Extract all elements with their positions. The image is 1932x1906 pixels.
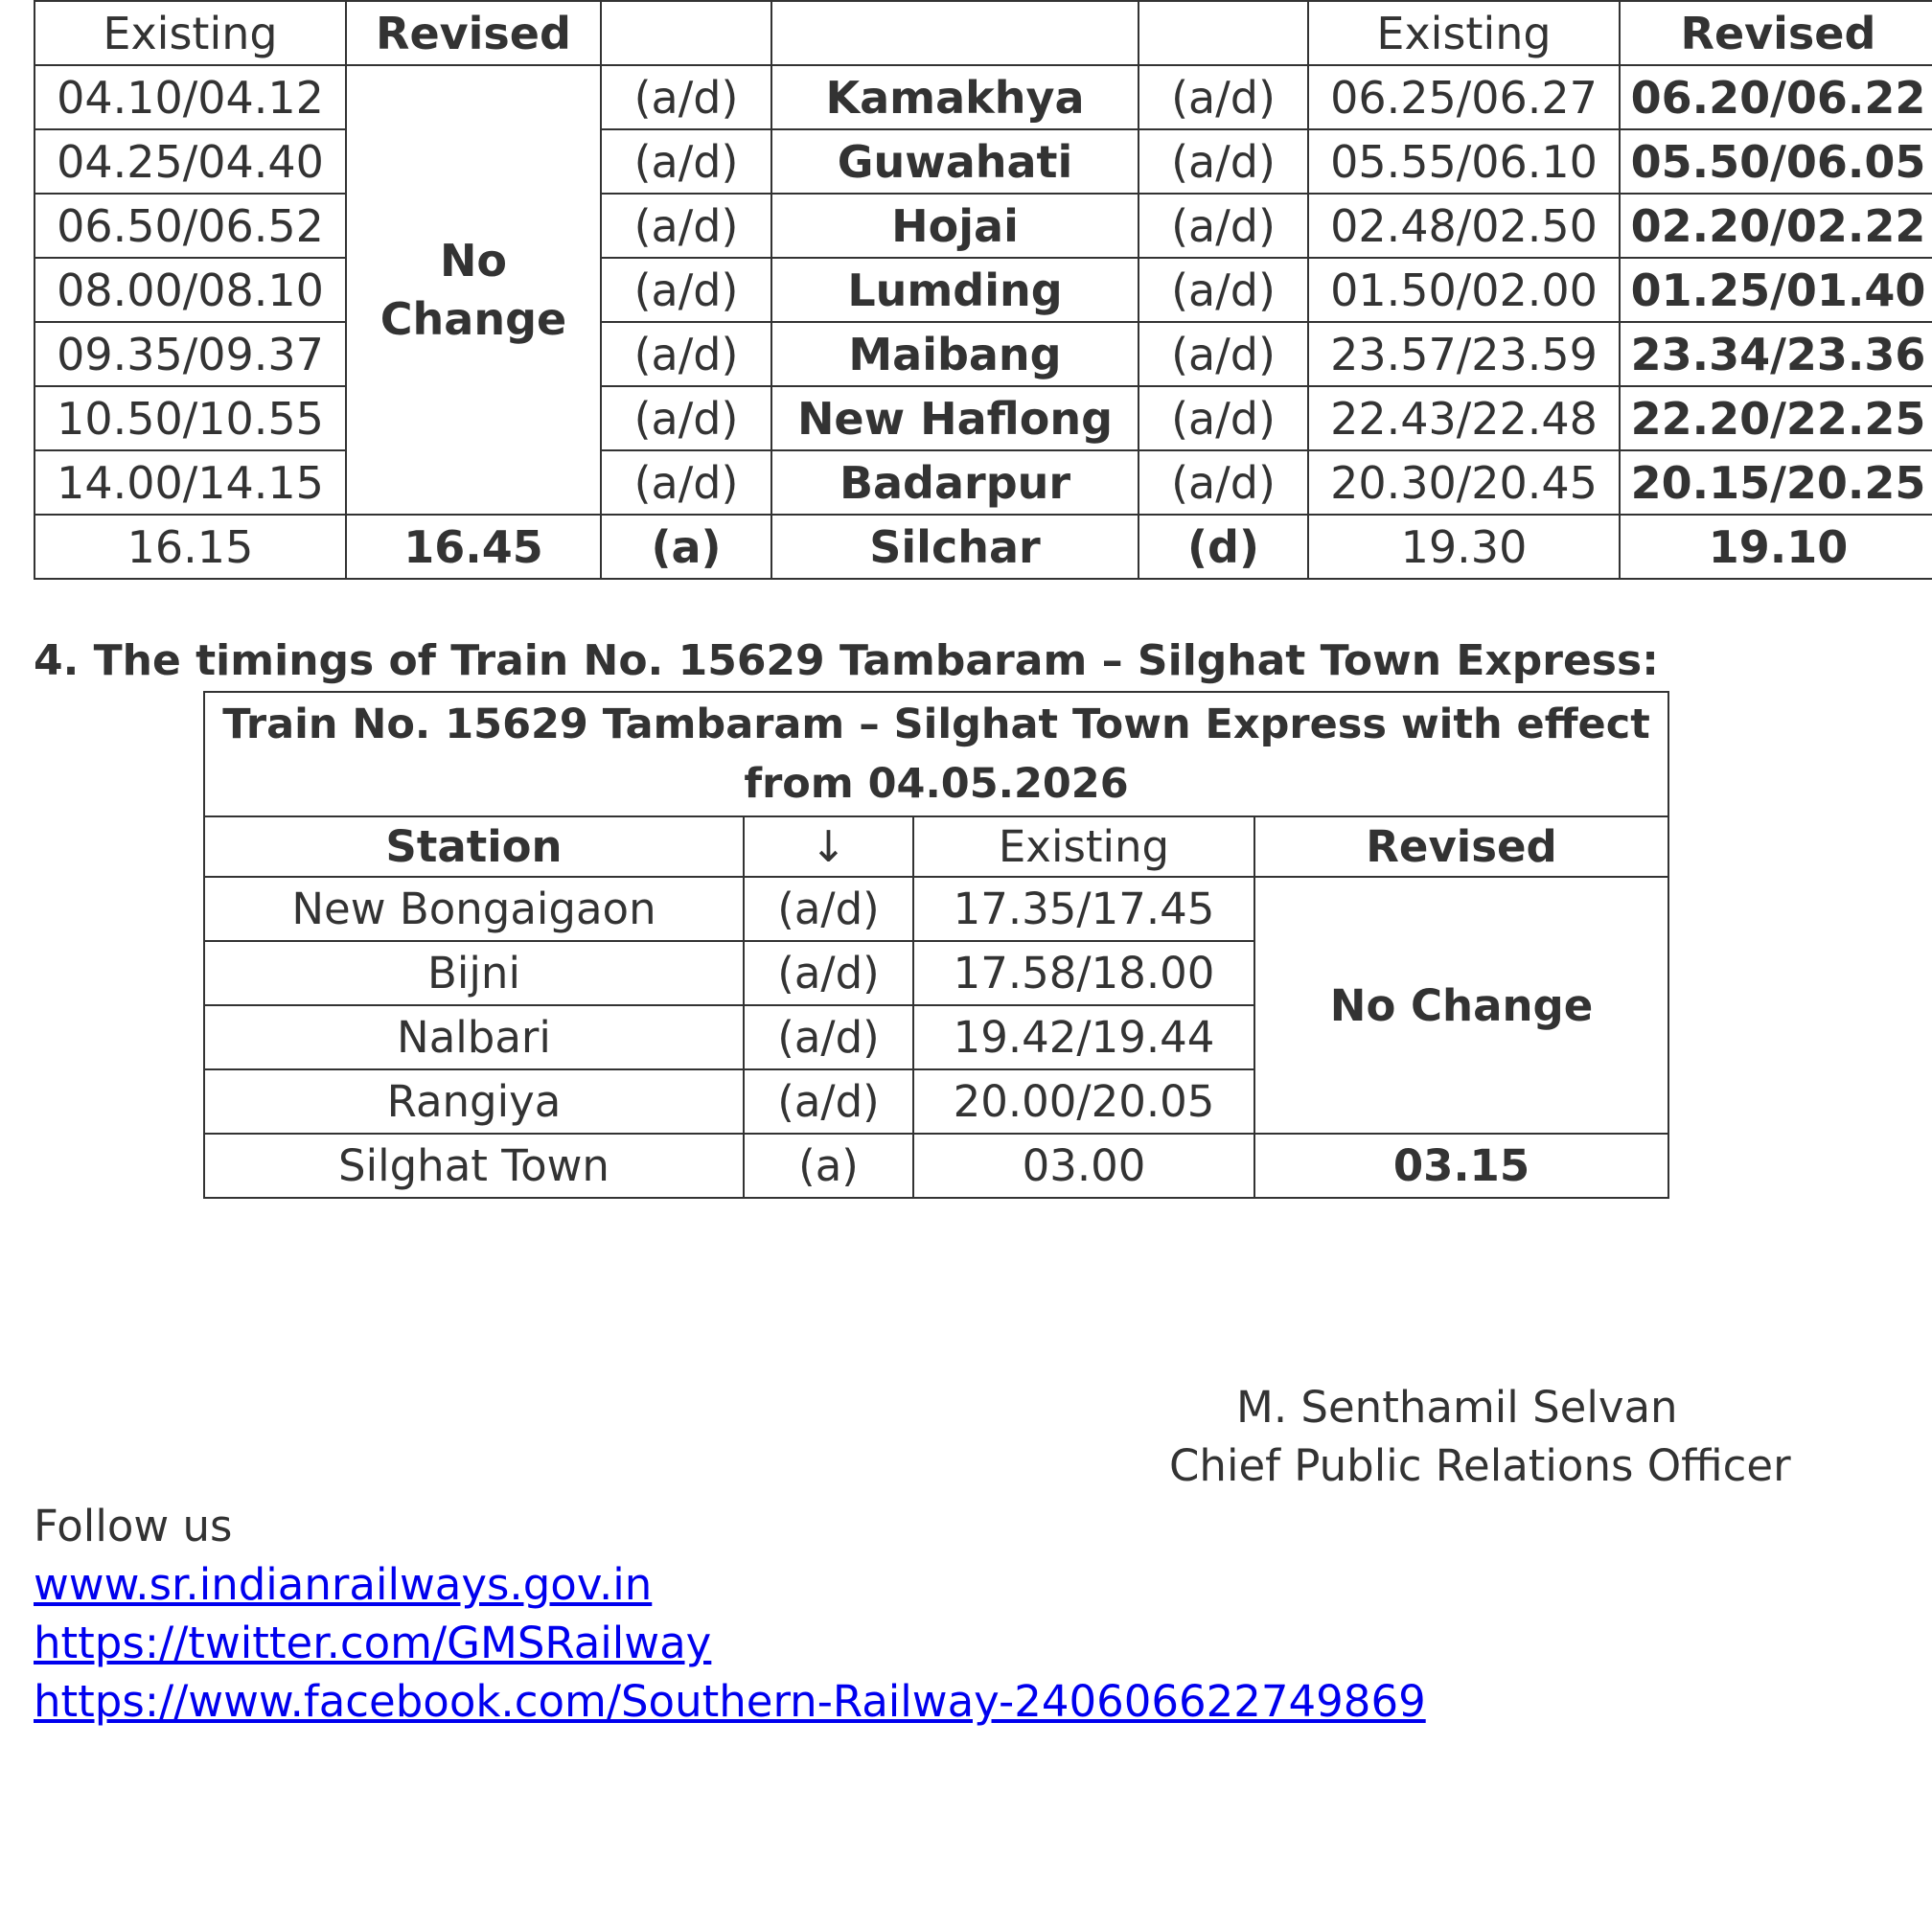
code-right: (a/d) bbox=[1138, 194, 1308, 258]
station: New Haflong bbox=[771, 386, 1138, 450]
code-left: (a/d) bbox=[601, 450, 771, 515]
table-header-row bbox=[34, 1, 1932, 65]
section-heading: 4. The timings of Train No. 15629 Tambaram – Silghat Town Express: bbox=[34, 636, 1659, 685]
header-revised: Revised bbox=[1254, 816, 1668, 877]
header-existing: Existing bbox=[913, 816, 1254, 877]
revised-right: 05.50/06.05 bbox=[1620, 129, 1932, 194]
existing-right: 01.50/02.00 bbox=[1308, 258, 1620, 322]
table-row bbox=[34, 194, 1932, 258]
website-link[interactable]: www.sr.indianrailways.gov.in bbox=[34, 1559, 653, 1610]
table-row bbox=[34, 386, 1932, 450]
table-row bbox=[204, 877, 1668, 941]
no-change-line-2: Change bbox=[380, 292, 567, 345]
existing: 17.35/17.45 bbox=[913, 877, 1254, 941]
existing-right: 06.25/06.27 bbox=[1308, 65, 1620, 129]
facebook-link[interactable]: https://www.facebook.com/Southern-Railway-240606622749869 bbox=[34, 1676, 1426, 1727]
existing-right: 23.57/23.59 bbox=[1308, 322, 1620, 386]
existing-left: 04.10/04.12 bbox=[34, 65, 346, 129]
code-right: (a/d) bbox=[1138, 65, 1308, 129]
table-row-terminal bbox=[204, 1134, 1668, 1198]
header-empty-2 bbox=[771, 1, 1138, 65]
existing-left: 08.00/08.10 bbox=[34, 258, 346, 322]
code-right: (a/d) bbox=[1138, 450, 1308, 515]
station: Silghat Town bbox=[204, 1134, 744, 1198]
existing-left: 14.00/14.15 bbox=[34, 450, 346, 515]
station: Bijni bbox=[204, 941, 744, 1005]
existing: 19.42/19.44 bbox=[913, 1005, 1254, 1069]
station: Rangiya bbox=[204, 1069, 744, 1134]
existing-right: 02.48/02.50 bbox=[1308, 194, 1620, 258]
code: (a/d) bbox=[744, 941, 913, 1005]
code-left: (a/d) bbox=[601, 65, 771, 129]
existing-right: 20.30/20.45 bbox=[1308, 450, 1620, 515]
existing-left: 16.15 bbox=[34, 515, 346, 579]
code-left: (a/d) bbox=[601, 258, 771, 322]
caption-line-1: Train No. 15629 Tambaram – Silghat Town Express with effect bbox=[222, 700, 1650, 748]
station: Silchar bbox=[771, 515, 1138, 579]
twitter-link[interactable]: https://twitter.com/GMSRailway bbox=[34, 1618, 712, 1668]
code-right: (a/d) bbox=[1138, 129, 1308, 194]
code-right: (a/d) bbox=[1138, 386, 1308, 450]
code-right: (a/d) bbox=[1138, 322, 1308, 386]
station: Badarpur bbox=[771, 450, 1138, 515]
code-left: (a/d) bbox=[601, 129, 771, 194]
table-row bbox=[34, 450, 1932, 515]
revised-right: 19.10 bbox=[1620, 515, 1932, 579]
station: Maibang bbox=[771, 322, 1138, 386]
signature-name: M. Senthamil Selvan bbox=[1236, 1382, 1678, 1433]
signature-title: Chief Public Relations Officer bbox=[1169, 1440, 1791, 1491]
no-change-cell bbox=[346, 65, 601, 515]
down-arrow-icon: ↓ bbox=[744, 816, 913, 877]
existing: 20.00/20.05 bbox=[913, 1069, 1254, 1134]
revised: 03.15 bbox=[1254, 1134, 1668, 1198]
code-right: (d) bbox=[1138, 515, 1308, 579]
existing-left: 04.25/04.40 bbox=[34, 129, 346, 194]
header-existing-right: Existing bbox=[1308, 1, 1620, 65]
header-revised-left: Revised bbox=[346, 1, 601, 65]
revised-left: 16.45 bbox=[346, 515, 601, 579]
station: Kamakhya bbox=[771, 65, 1138, 129]
table-15629-timings bbox=[203, 691, 1669, 1199]
header-empty-1 bbox=[601, 1, 771, 65]
station: Nalbari bbox=[204, 1005, 744, 1069]
code: (a/d) bbox=[744, 1069, 913, 1134]
existing: 03.00 bbox=[913, 1134, 1254, 1198]
existing-right: 19.30 bbox=[1308, 515, 1620, 579]
table-row bbox=[34, 322, 1932, 386]
revised-right: 01.25/01.40 bbox=[1620, 258, 1932, 322]
table-row bbox=[34, 65, 1932, 129]
revised-right: 20.15/20.25 bbox=[1620, 450, 1932, 515]
station: Lumding bbox=[771, 258, 1138, 322]
header-station: Station bbox=[204, 816, 744, 877]
header-revised-right: Revised bbox=[1620, 1, 1932, 65]
revised-right: 02.20/02.22 bbox=[1620, 194, 1932, 258]
revised-right: 22.20/22.25 bbox=[1620, 386, 1932, 450]
table-row bbox=[34, 258, 1932, 322]
no-change-line-1: No bbox=[439, 234, 508, 287]
no-change-cell: No Change bbox=[1254, 877, 1668, 1134]
revised-right: 06.20/06.22 bbox=[1620, 65, 1932, 129]
table-header-row bbox=[204, 816, 1668, 877]
table-row bbox=[34, 129, 1932, 194]
code-left: (a/d) bbox=[601, 194, 771, 258]
header-empty-3 bbox=[1138, 1, 1308, 65]
table-15630-timings bbox=[34, 0, 1932, 580]
station: Hojai bbox=[771, 194, 1138, 258]
revised-right: 23.34/23.36 bbox=[1620, 322, 1932, 386]
header-existing-left: Existing bbox=[34, 1, 346, 65]
table-caption-row bbox=[204, 692, 1668, 816]
code-left: (a/d) bbox=[601, 386, 771, 450]
existing-right: 22.43/22.48 bbox=[1308, 386, 1620, 450]
code: (a/d) bbox=[744, 1005, 913, 1069]
code: (a) bbox=[744, 1134, 913, 1198]
existing: 17.58/18.00 bbox=[913, 941, 1254, 1005]
table-row-terminal bbox=[34, 515, 1932, 579]
existing-left: 09.35/09.37 bbox=[34, 322, 346, 386]
station: Guwahati bbox=[771, 129, 1138, 194]
caption-line-2: from 04.05.2026 bbox=[744, 760, 1129, 808]
code-left: (a/d) bbox=[601, 322, 771, 386]
code-right: (a/d) bbox=[1138, 258, 1308, 322]
station: New Bongaigaon bbox=[204, 877, 744, 941]
code-left: (a) bbox=[601, 515, 771, 579]
existing-left: 10.50/10.55 bbox=[34, 386, 346, 450]
existing-left: 06.50/06.52 bbox=[34, 194, 346, 258]
follow-us-label: Follow us bbox=[34, 1501, 233, 1551]
existing-right: 05.55/06.10 bbox=[1308, 129, 1620, 194]
table-caption bbox=[204, 692, 1668, 816]
code: (a/d) bbox=[744, 877, 913, 941]
